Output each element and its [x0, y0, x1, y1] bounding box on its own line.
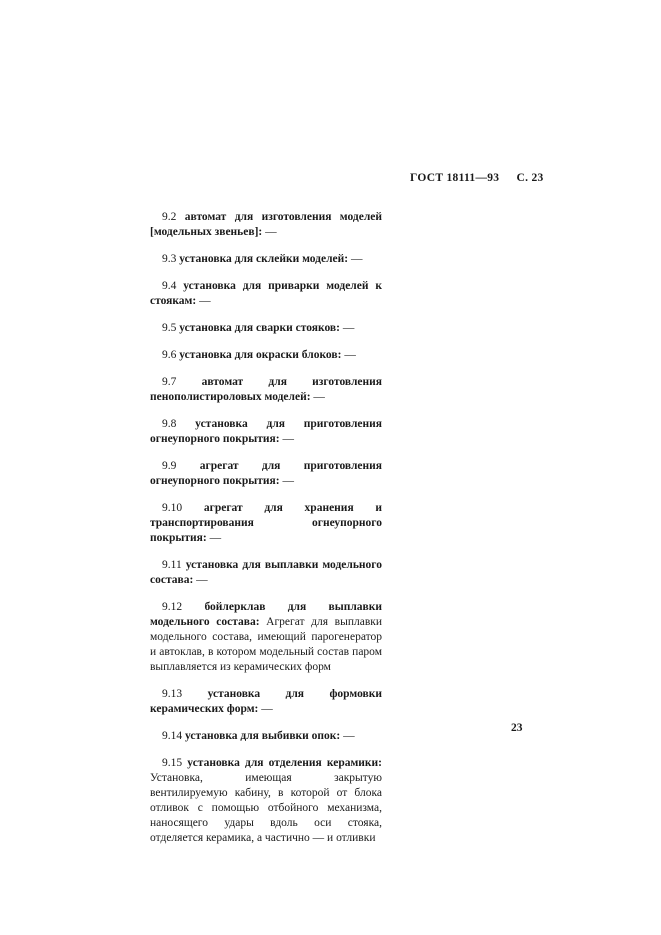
term-definition: Установка, имеющая закрытую вентилируемую кабину, в которой от блока отливок с помощью отбойного механизма, наносящего удары вдоль оси стояка, отделяется керамика, а частично — и отливки: [150, 771, 382, 844]
term-title: установка для выбивки опок:: [185, 729, 341, 742]
term-item: [150, 252, 382, 267]
term-item: [150, 279, 382, 309]
term-definition: —: [279, 432, 294, 445]
page-number: 23: [511, 722, 523, 734]
term-item: [150, 501, 382, 546]
term-number: 9.7: [162, 375, 177, 388]
term-number: 9.10: [162, 501, 183, 514]
term-item: [150, 417, 382, 447]
term-title: автомат для изготовления пенополистироловых моделей:: [150, 375, 382, 403]
term-title: установка для приварки моделей к стоякам:: [150, 279, 382, 307]
terms-list: [150, 198, 382, 858]
term-title: автомат для изготовления моделей [модельных звеньев]:: [150, 210, 382, 238]
term-definition: —: [206, 531, 222, 544]
term-number: 9.9: [162, 459, 177, 472]
term-item: [150, 459, 382, 489]
term-item: [150, 600, 382, 675]
term-item: [150, 375, 382, 405]
term-definition: —: [262, 225, 277, 238]
term-definition: —: [339, 321, 355, 334]
term-title: агрегат для хранения и транспортирования огнеупорного покрытия:: [150, 501, 383, 544]
term-definition: —: [193, 573, 208, 586]
standard-code: ГОСТ 18111—93: [410, 172, 500, 184]
term-number: 9.6: [162, 348, 177, 361]
term-item: [150, 210, 382, 240]
term-title: установка для приготовления огнеупорного покрытия:: [150, 417, 383, 445]
term-item: [150, 687, 382, 717]
term-definition: —: [196, 294, 211, 307]
term-definition: Агрегат для выплавки модельного состава, имеющий парогенератор и автоклав, в котором модельный состав паром выплавляется из керамических форм: [150, 615, 383, 673]
page-header: [410, 172, 558, 184]
term-number: 9.13: [162, 687, 183, 700]
term-title: агрегат для приготовления огнеупорного покрытия:: [150, 459, 382, 487]
term-number: 9.14: [162, 729, 183, 742]
term-number: 9.8: [162, 417, 177, 430]
term-item: [150, 558, 382, 588]
term-number: 9.11: [162, 558, 182, 571]
term-definition: —: [340, 729, 355, 742]
term-item: [150, 348, 382, 363]
term-number: 9.5: [162, 321, 177, 334]
term-number: 9.2: [162, 210, 177, 223]
term-definition: —: [310, 390, 325, 403]
term-number: 9.15: [162, 756, 183, 769]
term-number: 9.12: [162, 600, 183, 613]
term-item: [150, 756, 382, 846]
term-title: установка для выплавки модельного состава:: [150, 558, 382, 586]
term-definition: —: [279, 474, 294, 487]
page-reference: С. 23: [516, 172, 544, 184]
term-title: установка для отделения керамики:: [187, 756, 382, 769]
term-number: 9.4: [162, 279, 177, 292]
term-item: [150, 729, 382, 744]
term-title: установка для сварки стояков:: [179, 321, 340, 334]
term-definition: —: [341, 348, 356, 361]
term-title: бойлерклав для выплавки модельного состава:: [150, 600, 382, 628]
term-title: установка для формовки керамических форм:: [150, 687, 382, 715]
term-title: установка для склейки моделей:: [179, 252, 349, 265]
term-title: установка для окраски блоков:: [179, 348, 342, 361]
term-number: 9.3: [162, 252, 177, 265]
term-definition: —: [348, 252, 363, 265]
term-definition: —: [258, 702, 273, 715]
term-item: [150, 321, 382, 336]
